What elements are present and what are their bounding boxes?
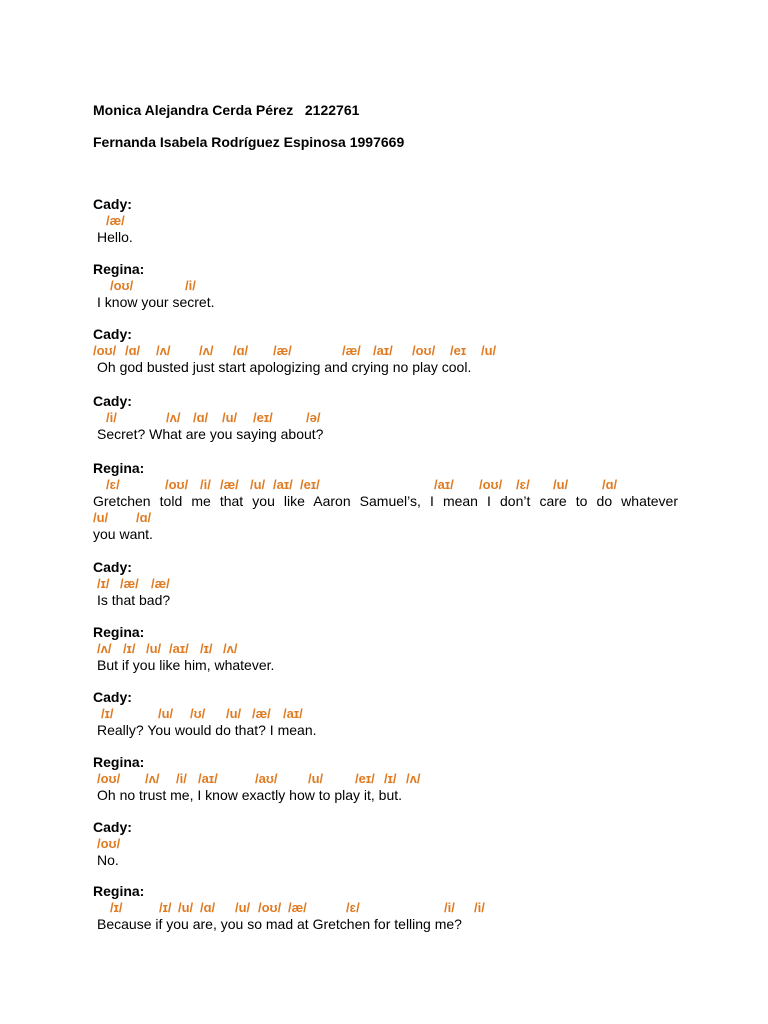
ipa-mark: /eɪ/ — [253, 410, 273, 425]
ipa-row — [93, 641, 678, 657]
ipa-mark: /æ/ — [288, 900, 307, 915]
ipa-row — [93, 900, 678, 916]
ipa-row — [93, 410, 678, 426]
ipa-mark: /aʊ/ — [255, 771, 278, 786]
author-line-1: Monica Alejandra Cerda Pérez 2122761 — [93, 102, 360, 118]
dialogue-line: Really? You would do that? I mean. — [97, 722, 317, 738]
dialogue-block — [93, 326, 678, 376]
dialogue-line: Oh god busted just start apologizing and crying no play cool. — [97, 359, 472, 375]
speaker-name: Cady: — [93, 819, 132, 835]
ipa-mark: /oʊ/ — [97, 836, 121, 851]
ipa-mark: /u/ — [146, 641, 162, 656]
ipa-mark: /ɑ/ — [136, 510, 152, 525]
dialogue-line: Is that bad? — [97, 592, 171, 608]
dialogue-block — [93, 624, 678, 674]
speaker-name: Cady: — [93, 559, 132, 575]
ipa-mark: /ɛ/ — [346, 900, 360, 915]
speaker-name: Regina: — [93, 754, 145, 770]
ipa-mark: /u/ — [226, 706, 242, 721]
dialogue-block — [93, 689, 678, 739]
ipa-mark: /oʊ/ — [110, 278, 134, 293]
ipa-mark: /ʌ/ — [166, 410, 181, 425]
dialogue-line: Gretchen told me that you like Aaron Samuel’s, I mean I don’t care to do whatever — [93, 493, 678, 509]
ipa-row — [93, 477, 678, 493]
ipa-mark: /ʌ/ — [199, 343, 214, 358]
ipa-mark: /eɪ/ — [300, 477, 320, 492]
dialogue-block — [93, 883, 678, 933]
ipa-mark: /i/ — [185, 278, 196, 293]
ipa-mark: /aɪ/ — [283, 706, 303, 721]
ipa-mark: /ɑ/ — [602, 477, 618, 492]
ipa-mark: /u/ — [235, 900, 251, 915]
ipa-mark: /u/ — [481, 343, 497, 358]
ipa-mark: /i/ — [176, 771, 187, 786]
speaker-name: Regina: — [93, 460, 145, 476]
ipa-mark: /oʊ/ — [165, 477, 189, 492]
ipa-mark: /ɛ/ — [516, 477, 530, 492]
ipa-mark: /ɑ/ — [193, 410, 209, 425]
dialogue-line: you want. — [93, 526, 153, 542]
ipa-mark: /ʌ/ — [406, 771, 421, 786]
ipa-mark: /ʌ/ — [97, 641, 112, 656]
dialogue-block — [93, 196, 678, 246]
dialogue-block — [93, 819, 678, 869]
ipa-mark: /ɪ/ — [123, 641, 136, 656]
ipa-row — [93, 278, 678, 294]
speaker-name: Cady: — [93, 196, 132, 212]
author-line-2: Fernanda Isabela Rodríguez Espinosa 1997669 — [93, 134, 405, 150]
ipa-mark: /æ/ — [252, 706, 271, 721]
ipa-mark: /ɑ/ — [233, 343, 249, 358]
ipa-row — [93, 771, 678, 787]
ipa-mark: /aɪ/ — [169, 641, 189, 656]
ipa-mark: /oʊ/ — [479, 477, 503, 492]
speaker-name: Regina: — [93, 261, 145, 277]
ipa-row — [93, 836, 678, 852]
ipa-row — [93, 576, 678, 592]
ipa-mark: /ɛ/ — [106, 477, 120, 492]
dialogue-block — [93, 261, 678, 311]
ipa-mark: /æ/ — [342, 343, 361, 358]
speaker-name: Cady: — [93, 326, 132, 342]
ipa-mark: /aɪ/ — [434, 477, 454, 492]
ipa-mark: /u/ — [222, 410, 238, 425]
ipa-mark: /ə/ — [306, 410, 321, 425]
ipa-mark: /æ/ — [220, 477, 239, 492]
ipa-mark: /i/ — [106, 410, 117, 425]
ipa-row — [93, 213, 678, 229]
dialogue-block — [93, 393, 678, 443]
dialogue-line: Hello. — [97, 229, 133, 245]
ipa-mark: /aɪ/ — [198, 771, 218, 786]
speaker-name: Cady: — [93, 689, 132, 705]
ipa-row — [93, 510, 678, 526]
ipa-mark: /oʊ/ — [412, 343, 436, 358]
ipa-mark: /i/ — [444, 900, 455, 915]
speaker-name: Cady: — [93, 393, 132, 409]
dialogue-line: Oh no trust me, I know exactly how to play it, but. — [97, 787, 403, 803]
ipa-mark: /aɪ/ — [273, 477, 293, 492]
ipa-mark: /ʌ/ — [223, 641, 238, 656]
ipa-row — [93, 706, 678, 722]
ipa-mark: /u/ — [178, 900, 194, 915]
ipa-mark: /ɪ/ — [110, 900, 123, 915]
ipa-mark: /ɪ/ — [97, 576, 110, 591]
dialogue-line: But if you like him, whatever. — [97, 657, 275, 673]
ipa-mark: /oʊ/ — [93, 343, 117, 358]
dialogue-line: Secret? What are you saying about? — [97, 426, 324, 442]
ipa-mark: /oʊ/ — [97, 771, 121, 786]
ipa-mark: /u/ — [158, 706, 174, 721]
dialogue-block — [93, 460, 678, 543]
dialogue-block — [93, 754, 678, 804]
ipa-mark: /æ/ — [106, 213, 125, 228]
ipa-mark: /æ/ — [273, 343, 292, 358]
ipa-mark: /ɪ/ — [159, 900, 172, 915]
ipa-mark: /ʌ/ — [145, 771, 160, 786]
ipa-mark: /i/ — [474, 900, 485, 915]
ipa-mark: /ɪ/ — [384, 771, 397, 786]
ipa-mark: /ɪ/ — [101, 706, 114, 721]
dialogue-line: No. — [97, 852, 119, 868]
ipa-row — [93, 343, 678, 359]
dialogue-line: Because if you are, you so mad at Gretchen for telling me? — [97, 916, 462, 932]
ipa-mark: /i/ — [200, 477, 211, 492]
ipa-mark: /ʌ/ — [156, 343, 171, 358]
ipa-mark: /æ/ — [151, 576, 170, 591]
speaker-name: Regina: — [93, 883, 145, 899]
ipa-mark: /u/ — [93, 510, 109, 525]
ipa-mark: /u/ — [553, 477, 569, 492]
dialogue-block — [93, 559, 678, 609]
ipa-mark: /aɪ/ — [373, 343, 393, 358]
ipa-mark: /u/ — [250, 477, 266, 492]
ipa-mark: /ɑ/ — [200, 900, 216, 915]
dialogue-line: I know your secret. — [97, 294, 215, 310]
ipa-mark: /eɪ — [450, 343, 467, 358]
ipa-mark: /ɑ/ — [125, 343, 141, 358]
ipa-mark: /u/ — [308, 771, 324, 786]
ipa-mark: /ʊ/ — [190, 706, 206, 721]
ipa-mark: /ɪ/ — [200, 641, 213, 656]
speaker-name: Regina: — [93, 624, 145, 640]
ipa-mark: /eɪ/ — [355, 771, 375, 786]
ipa-mark: /oʊ/ — [258, 900, 282, 915]
ipa-mark: /æ/ — [120, 576, 139, 591]
